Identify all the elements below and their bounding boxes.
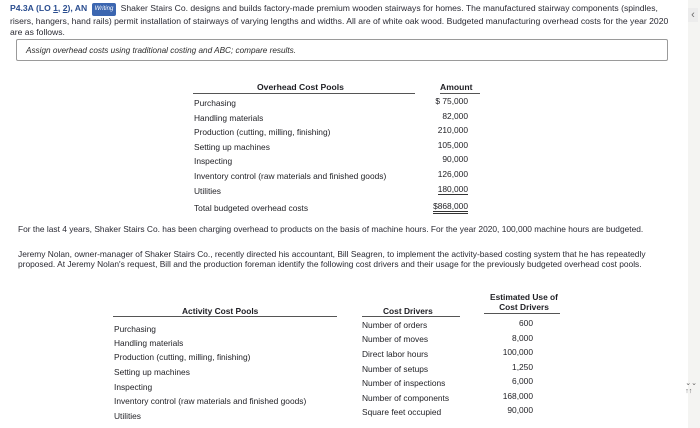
- overhead-row-label: Utilities: [194, 185, 221, 196]
- amount-header: Amount: [440, 82, 473, 92]
- overhead-row-amount: $ 75,000: [435, 96, 468, 106]
- overhead-row-amount: 105,000: [437, 139, 468, 150]
- overhead-row-label: Handling materials: [194, 112, 264, 123]
- estimated-use-value: 100,000: [502, 347, 533, 357]
- overhead-row-label: Setting up machines: [194, 141, 270, 152]
- overhead-header-rule: [193, 93, 415, 94]
- activity-pool-label: Purchasing: [114, 324, 156, 334]
- lo-link-2[interactable]: 2: [62, 3, 68, 13]
- overhead-row-label: Inventory control (raw materials and finished goods): [194, 171, 387, 181]
- paragraph-2: Jeremy Nolan, owner-manager of Shaker Stairs Co., recently directed his accountant, Bill Seagren, to implement the activity-based costing system that he has repeatedly proposed. At Jeremy Nolan's request, Bill and the production foreman identify the following cost drivers and their usage for the previously budgeted overhead cost pools.: [18, 249, 646, 270]
- problem-id: P4.3A (LO 1, 2), AN: [10, 3, 88, 13]
- cost-driver-label: Number of inspections: [362, 378, 446, 388]
- arrows-icon[interactable]: ⌄⌄ ↑↑: [685, 380, 697, 395]
- overhead-row-amount: 126,000: [437, 169, 468, 179]
- activity-pool-label: Utilities: [114, 411, 141, 421]
- cost-driver-label: Number of moves: [362, 334, 429, 344]
- overhead-row-amount: 180,000: [437, 183, 468, 194]
- chevron-left-icon[interactable]: ‹: [688, 8, 698, 22]
- amount-header-rule: [440, 93, 480, 94]
- cost-driver-label: Number of setups: [362, 364, 429, 374]
- activity-pools-header: Activity Cost Pools: [182, 306, 259, 316]
- overhead-row-label: Purchasing: [194, 98, 236, 108]
- intro-text: Shaker Stairs Co. designs and builds factory-made premium wooden stairways for homes. The manufactured stairway components (spindles, risers, hangers, hand rails) permit installation of stairways of varying lengths and widths. All are of white oak wood. Budgeted manufacturing overhead costs for the year 2020 are as follows.: [10, 3, 669, 37]
- cost-driver-label: Number of orders: [362, 320, 428, 330]
- cost-driver-label: Number of components: [362, 393, 450, 403]
- overhead-row-amount: 82,000: [442, 110, 468, 121]
- overhead-row-label: Production (cutting, milling, finishing): [194, 127, 331, 138]
- overhead-row-label: Inspecting: [194, 156, 233, 167]
- estimated-use-value: 90,000: [507, 405, 533, 415]
- drivers-header-rule: [362, 316, 460, 317]
- overhead-row-amount: 210,000: [437, 125, 468, 136]
- estimated-use-value: 8,000: [512, 333, 533, 343]
- total-label: Total budgeted overhead costs: [194, 203, 309, 213]
- activity-pool-label: Inspecting: [114, 382, 153, 392]
- estimated-use-header: Estimated Use of Cost Drivers: [490, 292, 558, 312]
- assignment-box: [16, 39, 668, 61]
- assignment-text: Assign overhead costs using traditional costing and ABC; compare results.: [26, 46, 297, 55]
- activity-pool-label: Inventory control (raw materials and finished goods): [114, 396, 307, 406]
- problem-intro: [10, 3, 670, 37]
- estimated-use-value: 1,250: [512, 362, 533, 372]
- total-amount: $868,000: [433, 201, 468, 214]
- overhead-pools-header: Overhead Cost Pools: [257, 82, 344, 92]
- paragraph-1: For the last 4 years, Shaker Stairs Co. has been charging overhead to products on the basis of machine hours. For the year 2020, 100,000 machine hours are budgeted.: [18, 224, 644, 234]
- activity-header-rule: [113, 316, 337, 317]
- estimated-use-value: 600: [519, 318, 533, 328]
- activity-pool-label: Production (cutting, milling, finishing): [114, 352, 251, 362]
- lo-link-1[interactable]: 1: [53, 3, 58, 13]
- overhead-row-amount: 90,000: [442, 154, 468, 165]
- cost-drivers-header: Cost Drivers: [383, 306, 433, 316]
- estimated-use-value: 168,000: [502, 391, 533, 401]
- use-header-rule: [484, 313, 560, 314]
- writing-badge: Writing: [92, 3, 117, 16]
- activity-pool-label: Handling materials: [114, 338, 184, 348]
- activity-pool-label: Setting up machines: [114, 367, 190, 377]
- cost-driver-label: Square feet occupied: [362, 407, 442, 417]
- estimated-use-value: 6,000: [512, 376, 533, 386]
- cost-driver-label: Direct labor hours: [362, 349, 429, 359]
